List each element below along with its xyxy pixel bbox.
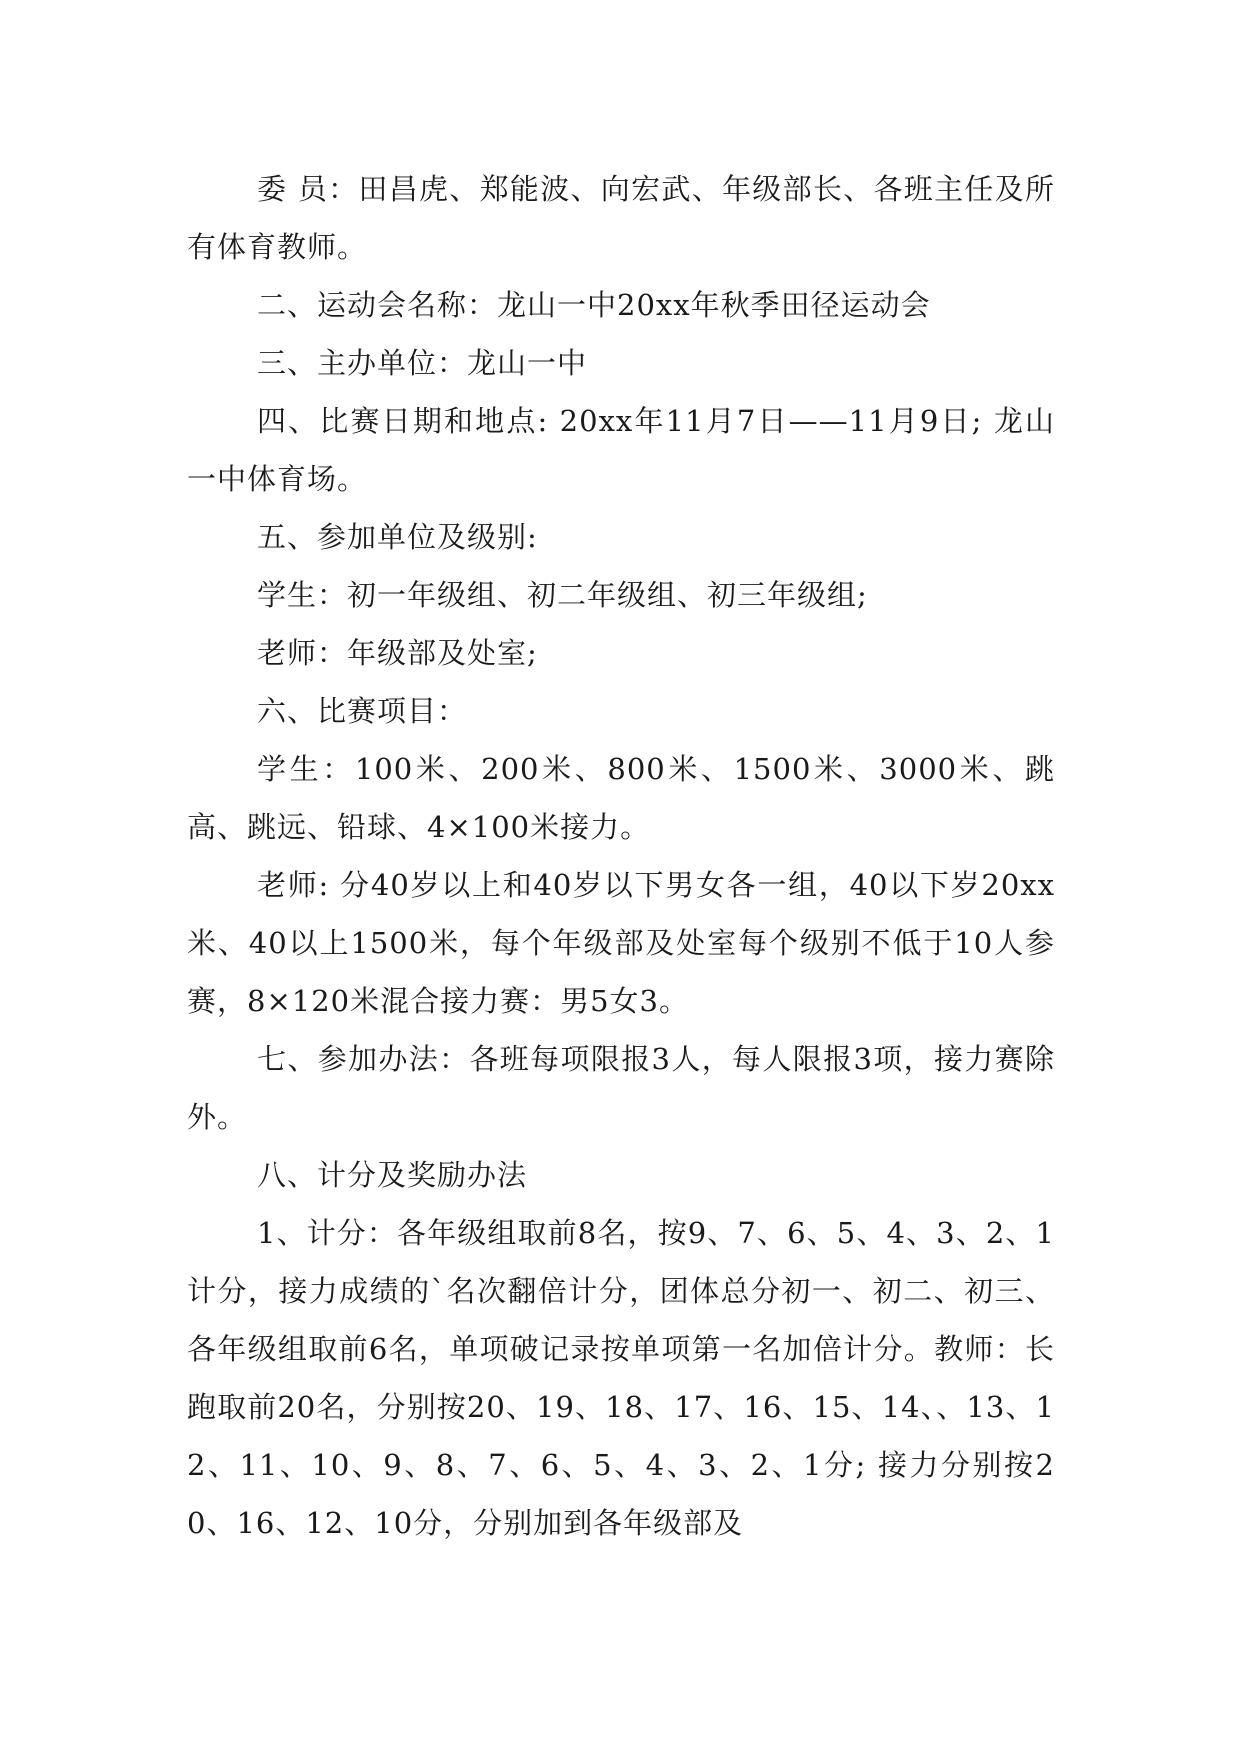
paragraph-student-events: 学生：100米、200米、800米、1500米、3000米、跳高、跳远、铅球、4×100米接力。 (187, 752, 1055, 844)
paragraph-organizer: 三、主办单位：龙山一中 (257, 346, 588, 380)
paragraph-committee-members: 委 员：田昌虎、郑能波、向宏武、年级部长、各班主任及所有体育教师。 (187, 172, 1055, 264)
paragraph-scoring-details: 1、计分：各年级组取前8名，按9、7、6、5、4、3、2、1计分，接力成绩的`名次翻倍计分，团体总分初一、初二、初三、各年级组取前6名，单项破记录按单项第一名加倍计分。教师：长跑取前20名，分别按20、19、18、17、16、15、14、、13、12、11、10、9、8、7、6、5、4、3、2、1分; 接力分别按20、16、12、10分，分别加到各年级部及 (187, 1216, 1055, 1540)
paragraph-events-heading: 六、比赛项目： (257, 694, 468, 728)
paragraph-date-location: 四、比赛日期和地点: 20xx年11月7日——11月9日; 龙山一中体育场。 (187, 404, 1055, 496)
paragraph-event-name: 二、运动会名称：龙山一中20xx年秋季田径运动会 (257, 288, 931, 322)
paragraph-student-groups: 学生：初一年级组、初二年级组、初三年级组; (257, 578, 868, 612)
paragraph-registration-rules: 七、参加办法：各班每项限报3人，每人限报3项，接力赛除外。 (187, 1042, 1055, 1134)
paragraph-teacher-events: 老师: 分40岁以上和40岁以下男女各一组，40以下岁20xx米、40以上1500米，每个年级部及处室每个级别不低于10人参赛，8×120米混合接力赛：男5女3。 (187, 868, 1055, 1018)
paragraph-participants-heading: 五、参加单位及级别: (257, 520, 538, 554)
document-body (187, 160, 1055, 1552)
paragraph-scoring-heading: 八、计分及奖励办法 (257, 1158, 528, 1192)
paragraph-teacher-groups: 老师：年级部及处室; (257, 636, 538, 670)
